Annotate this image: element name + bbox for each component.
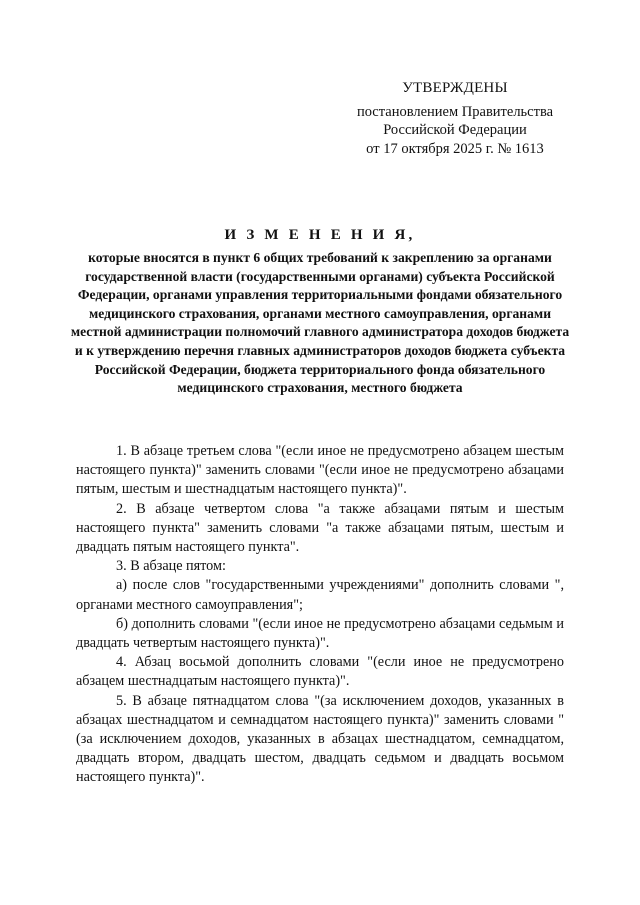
approval-line-1: постановлением Правительства — [356, 103, 554, 120]
paragraph-3b: б) дополнить словами "(если иное не предусмотрено абзацами седьмым и двадцать четвертым настоящего пункта)". — [76, 615, 564, 652]
document-title: И З М Е Н Е Н И Я, — [224, 227, 416, 243]
paragraph-2: 2. В абзаце четвертом слова "а также абзацами пятым и шестым настоящего пункта" заменить словами "а также абзацами пятым, шестым и двадцать пятым настоящего пункта". — [76, 500, 564, 556]
paragraph-3a: а) после слов "государственными учреждениями" дополнить словами ", органами местного самоуправления"; — [76, 577, 564, 613]
approval-line-2: Российской Федерации — [383, 122, 527, 138]
paragraph-4: 4. Абзац восьмой дополнить словами "(если иное не предусмотрено абзацем шестнадцатым настоящего пункта)". — [76, 654, 564, 690]
paragraph-1: 1. В абзаце третьем слова "(если иное не предусмотрено абзацем шестым настоящего пункта)" заменить словами "(если иное не предусмотрено абзацами пятым, шестым и шестнадцатым настоящего пункта)". — [76, 443, 564, 498]
approved-label: УТВЕРЖДЕНЫ — [402, 80, 508, 96]
document-body — [76, 442, 564, 788]
paragraph-3: 3. В абзаце пятом: — [116, 558, 226, 575]
approval-line-3: от 17 октября 2025 г. № 1613 — [366, 140, 544, 157]
document-subtitle: которые вносятся в пункт 6 общих требований к закреплению за органами государственной власти (государственными органами) субъекта Российской Федерации, органами управления территориальными фондами обязательного медицинского страхования, органами местного самоуправления, органами местной администрации полномочий главного администратора доходов бюджета и к утверждению перечня главных администраторов доходов бюджета субъекта Российской Федерации, бюджета территориального фонда обязательного медицинского страхования, местного бюджета — [70, 250, 570, 396]
approval-block — [340, 79, 570, 158]
paragraph-5: 5. В абзаце пятнадцатом слова "(за исключением доходов, указанных в абзацах шестнадцатом и семнадцатом настоящего пункта)" заменить словами "(за исключением доходов, указанных в абзацах шестнадцатом, семнадцатом, двадцать втором, двадцать шестом, двадцать седьмом и двадцать восьмом настоящего пункта)". — [76, 692, 564, 786]
document-heading — [70, 226, 570, 398]
